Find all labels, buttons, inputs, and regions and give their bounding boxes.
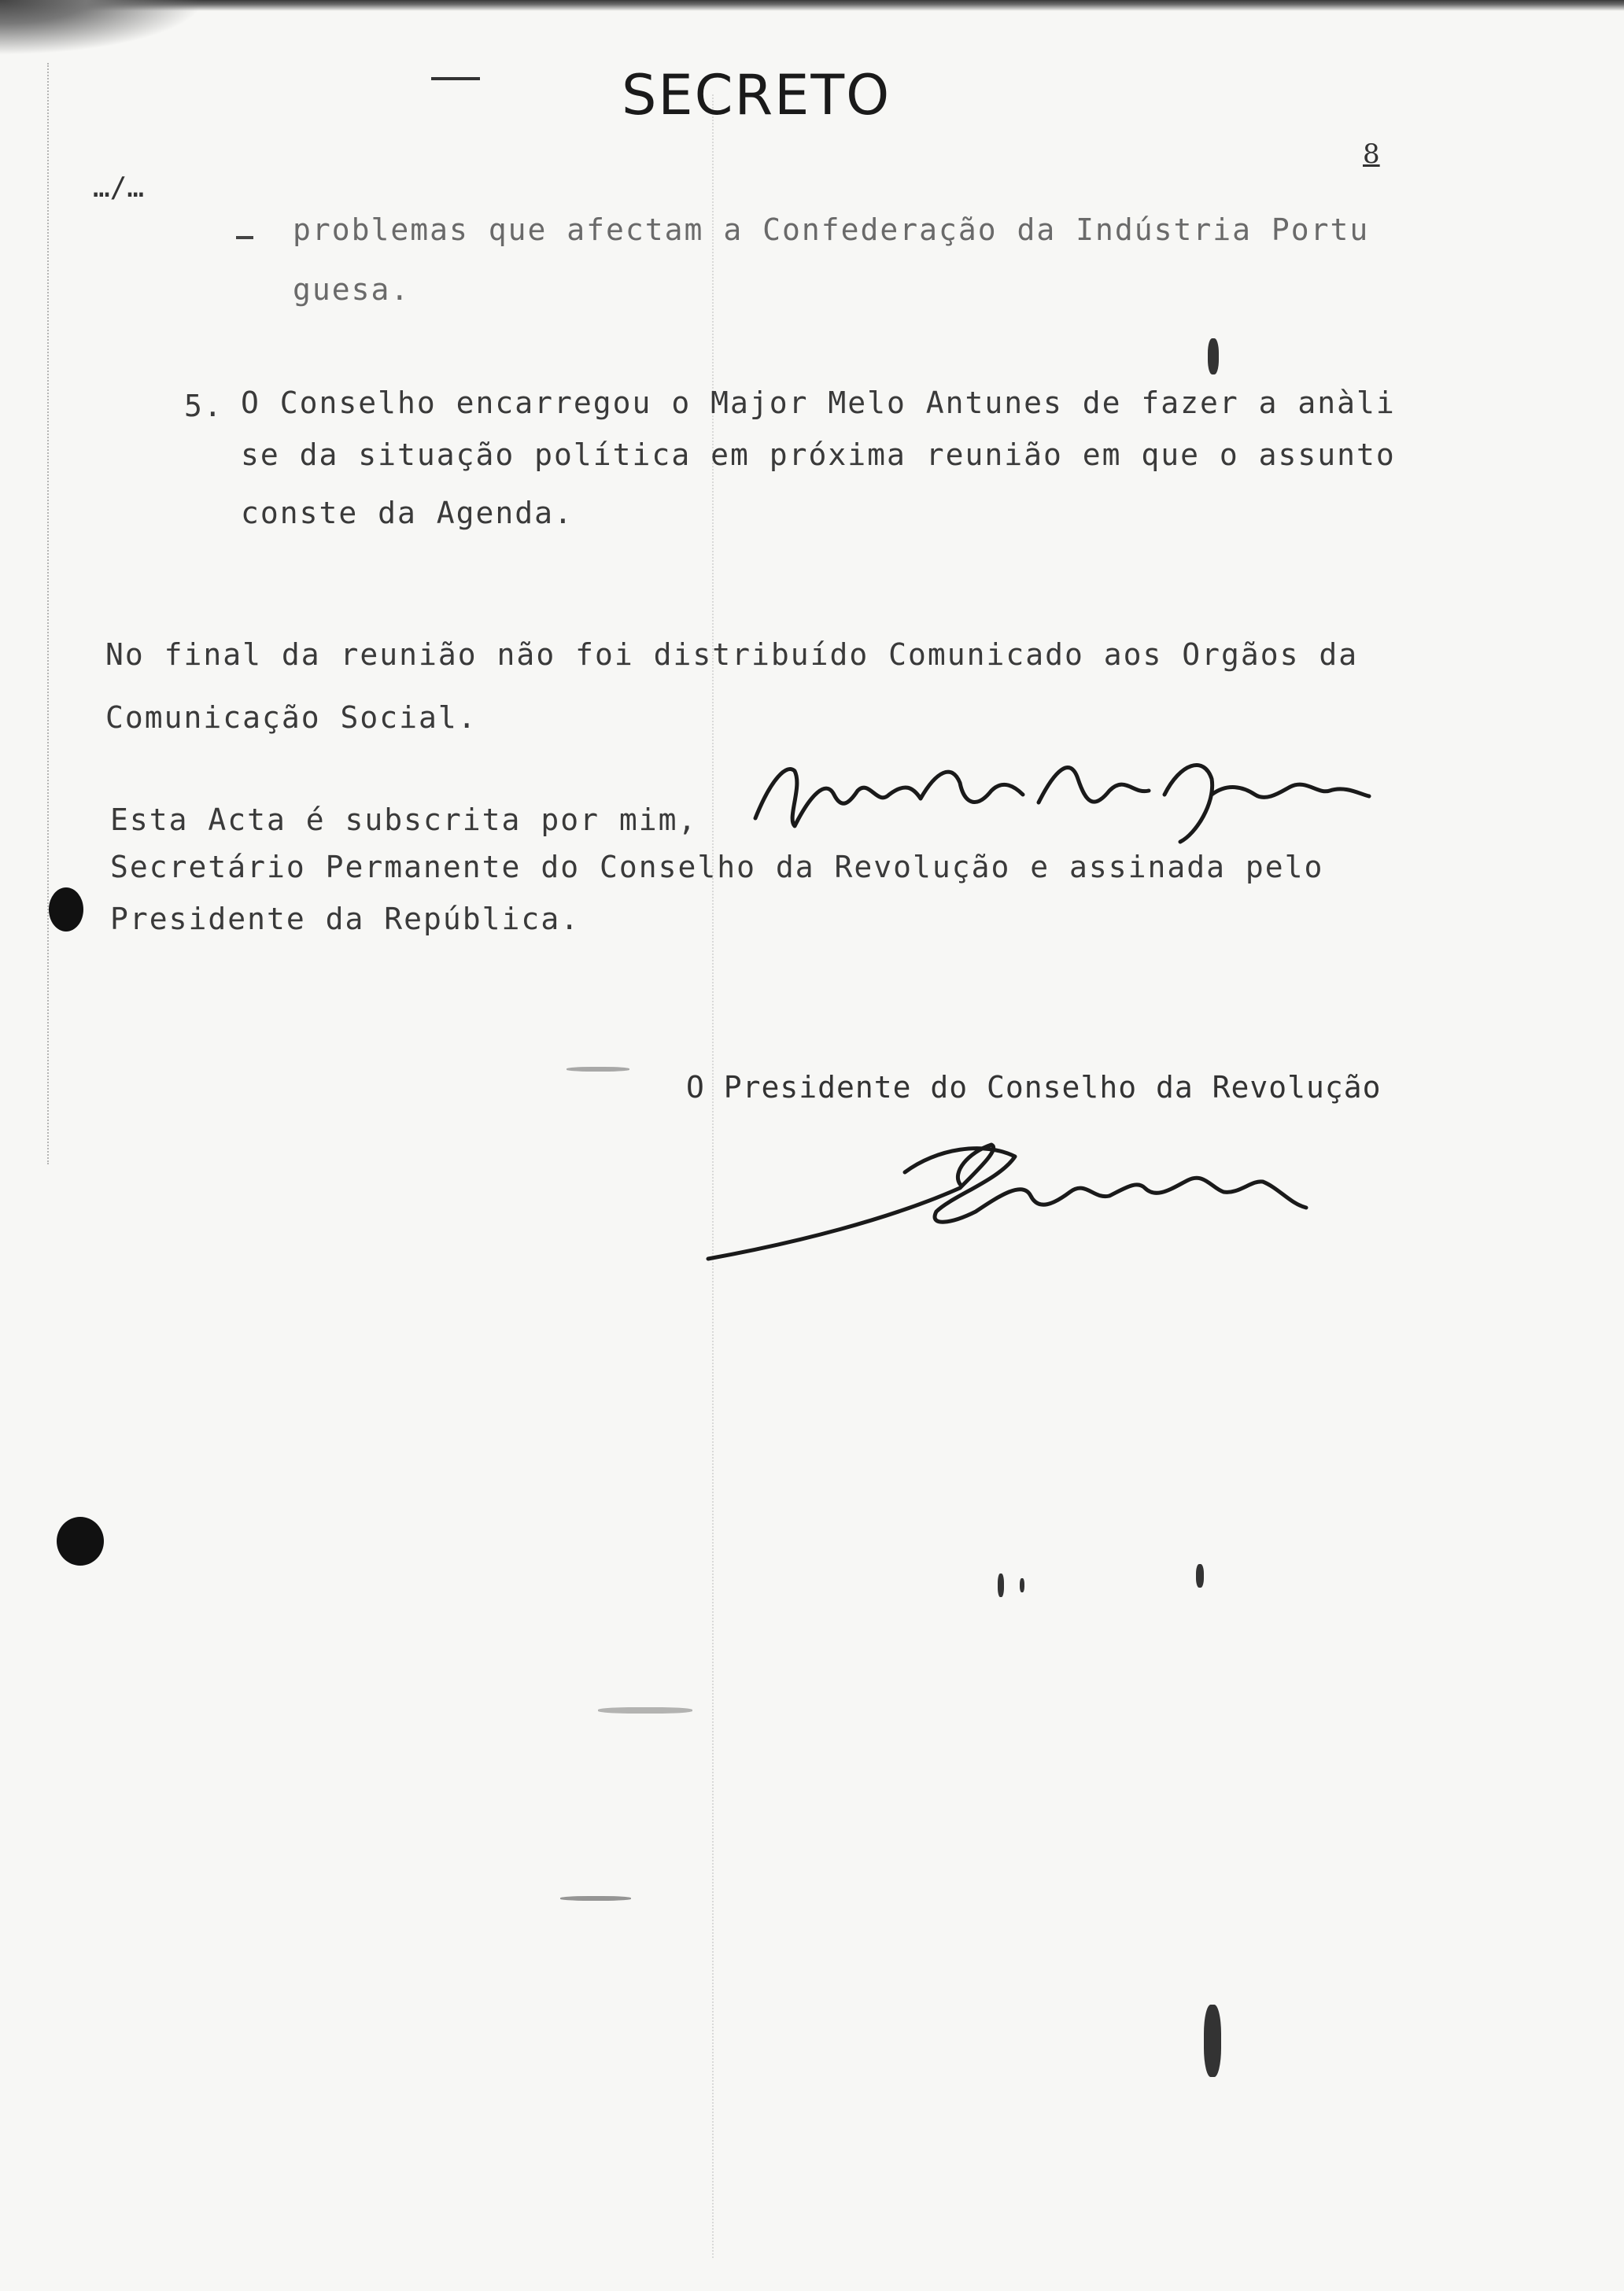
classification-stamp: SECRETO: [622, 63, 891, 127]
punch-hole: [49, 887, 83, 932]
page-number: 8: [1363, 138, 1380, 170]
punch-hole: [57, 1517, 104, 1566]
ink-smudge: [567, 1067, 629, 1072]
closing-text-line: Comunicação Social.: [105, 700, 478, 735]
ink-smudge: [598, 1707, 692, 1714]
bullet-text-line: guesa.: [293, 272, 411, 307]
closing-text-line: Esta Acta é subscrita por mim,: [110, 802, 698, 837]
scan-top-edge: [0, 0, 1624, 11]
closing-text-line: Secretário Permanente do Conselho da Revolução e assinada pelo: [110, 850, 1324, 884]
bullet-text-line: problemas que afectam a Confederação da Indústria Portu: [293, 212, 1370, 247]
signature-title: O Presidente do Conselho da Revolução: [686, 1070, 1382, 1105]
item-text-line: se da situação política em próxima reunião em que o assunto: [241, 437, 1396, 472]
bullet-dash: [236, 236, 253, 239]
scan-corner-shadow: [0, 0, 205, 55]
closing-text-line: Presidente da República.: [110, 902, 581, 936]
continuation-mark: …/…: [93, 172, 145, 204]
header-dash: [431, 77, 480, 80]
secretary-signature: [740, 747, 1385, 850]
ink-speck: [1204, 2005, 1221, 2077]
item-text-line: conste da Agenda.: [241, 496, 574, 530]
ink-speck: [1020, 1578, 1024, 1592]
item-text-line: O Conselho encarregou o Major Melo Antunes de fazer a anàli: [241, 386, 1396, 420]
ink-speck: [1208, 338, 1219, 374]
item-number: 5.: [184, 389, 223, 423]
ink-smudge: [560, 1896, 631, 1901]
scan-left-edge: [47, 63, 50, 1164]
ink-speck: [1196, 1564, 1204, 1588]
closing-text-line: No final da reunião não foi distribuído Comunicado aos Orgãos da: [105, 637, 1359, 672]
president-signature: [700, 1133, 1322, 1267]
ink-speck: [998, 1573, 1004, 1597]
